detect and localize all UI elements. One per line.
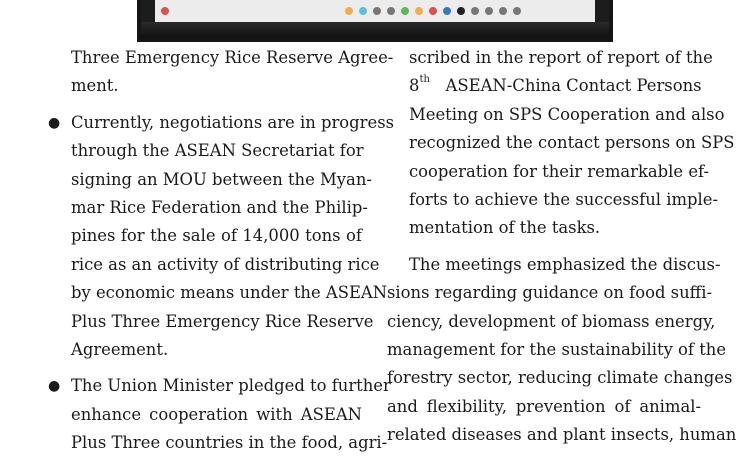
continued-paragraph	[71, 44, 394, 101]
text-line: sions regarding guidance on food suffi-	[387, 283, 713, 303]
text-line: recognized the contact persons on SPS	[409, 133, 735, 153]
bullet-icon: ●	[48, 378, 61, 395]
text-line: signing an MOU between the Myan-	[71, 169, 372, 189]
text-line: ciency, development of biomass energy,	[387, 311, 716, 331]
text-line: enhance cooperation with ASEAN	[71, 404, 362, 424]
text-line: The meetings emphasized the discus-	[409, 254, 721, 274]
text-line: Agreement.	[71, 339, 169, 359]
text-line: management for the sustainability of the	[387, 339, 727, 359]
monitor-photo	[137, 0, 613, 42]
text-line: through the ASEAN Secretariat for	[71, 141, 364, 161]
text-line: related diseases and plant insects, human	[387, 425, 737, 445]
text-line: pines for the sale of 14,000 tons of	[71, 226, 362, 246]
text-line-with-ordinal	[409, 72, 701, 100]
text-line: ment.	[71, 76, 119, 96]
text-line: Plus Three Emergency Rice Reserve	[71, 311, 374, 331]
text-fragment: ASEAN-China Contact Persons	[445, 76, 702, 96]
text-line: forts to achieve the successful imple-	[409, 189, 718, 209]
paragraph-sps-cooperation	[387, 44, 735, 243]
text-line: The Union Minister pledged to further	[71, 376, 391, 396]
paragraph-meetings	[387, 251, 737, 450]
text-line: rice as an activity of distributing rice	[71, 254, 380, 274]
bullet-icon: ●	[48, 114, 61, 131]
text-line: cooperation for their remarkable ef-	[409, 161, 710, 181]
text-line: Plus Three countries in the food, agri-	[71, 433, 388, 453]
screen-taskbar	[155, 0, 595, 24]
text-line: forestry sector, reducing climate changes	[387, 368, 733, 388]
text-line: Currently, negotiations are in progress	[71, 112, 395, 132]
ordinal-number: 8	[409, 76, 420, 96]
bullet-item-negotiations	[48, 109, 395, 365]
text-line: scribed in the report of report of the	[409, 48, 713, 67]
text-line: Meeting on SPS Cooperation and also	[409, 104, 725, 124]
text-line: mar Rice Federation and the Philip-	[71, 197, 368, 217]
ordinal-suffix: th	[419, 73, 430, 85]
text-line: by economic means under the ASEAN	[71, 283, 388, 303]
text-line: and flexibility, prevention of animal-	[387, 396, 701, 416]
bullet-item-union-minister	[48, 372, 391, 457]
monitor-base	[141, 22, 609, 38]
text-line: mentation of the tasks.	[409, 218, 601, 238]
right-column	[387, 44, 737, 449]
left-column	[48, 44, 395, 457]
text-line: Three Emergency Rice Reserve Agree-	[71, 48, 394, 67]
